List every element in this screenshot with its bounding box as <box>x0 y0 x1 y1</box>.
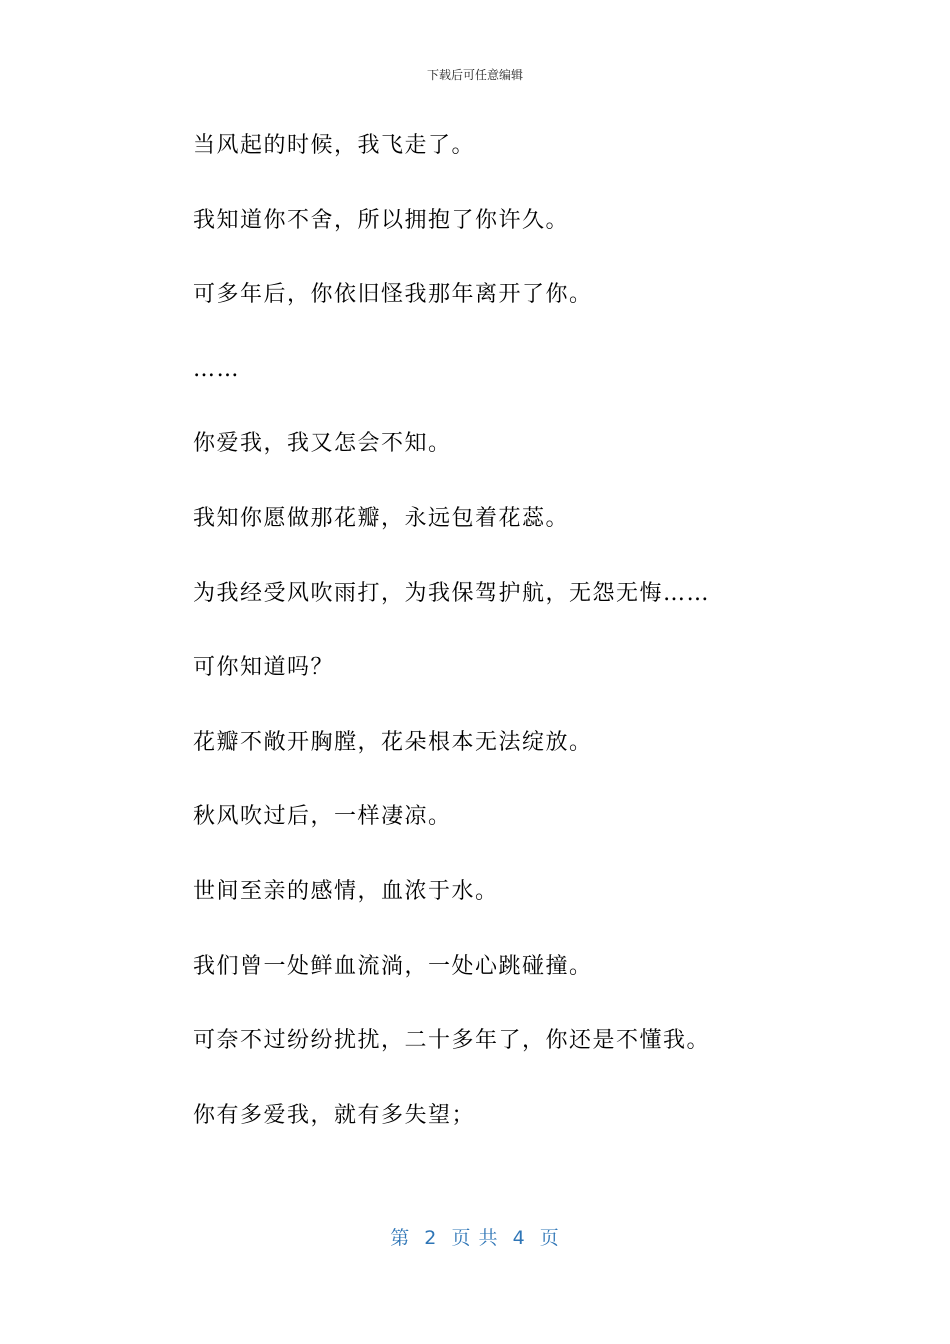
body-line: 我们曾一处鲜血流淌，一处心跳碰撞。 <box>193 953 593 979</box>
page-header: 下载后可任意编辑 <box>426 68 523 82</box>
page-footer <box>0 1224 950 1252</box>
footer-middle: 页 共 <box>437 1227 513 1249</box>
body-line: 我知道你不舍，所以拥抱了你许久。 <box>193 207 570 233</box>
body-line: 世间至亲的感情，血浓于水。 <box>193 878 499 904</box>
footer-suffix: 页 <box>525 1227 560 1249</box>
document-body <box>193 127 853 1171</box>
body-line: 当风起的时候，我飞走了。 <box>193 133 476 158</box>
body-line: 花瓣不敞开胸膛，花朵根本无法绽放。 <box>193 729 593 755</box>
body-line: 可奈不过纷纷扰扰，二十多年了，你还是不懂我。 <box>193 1028 711 1054</box>
body-line: 可你知道吗？ <box>193 655 335 681</box>
body-line: 我知你愿做那花瓣，永远包着花蕊。 <box>193 505 570 531</box>
body-line: 秋风吹过后，一样凄凉。 <box>193 804 452 830</box>
total-pages-number: 4 <box>512 1227 526 1249</box>
footer-prefix: 第 <box>390 1227 425 1249</box>
body-line: 为我经受风吹雨打，为我保驾护航，无怨无悔…… <box>193 580 711 606</box>
body-line: 你有多爱我，就有多失望； <box>193 1102 476 1128</box>
body-line: 可多年后，你依旧怪我那年离开了你。 <box>193 282 593 308</box>
body-line: …… <box>193 356 240 382</box>
current-page-number: 2 <box>424 1227 438 1249</box>
body-line: 你爱我，我又怎会不知。 <box>193 431 452 457</box>
